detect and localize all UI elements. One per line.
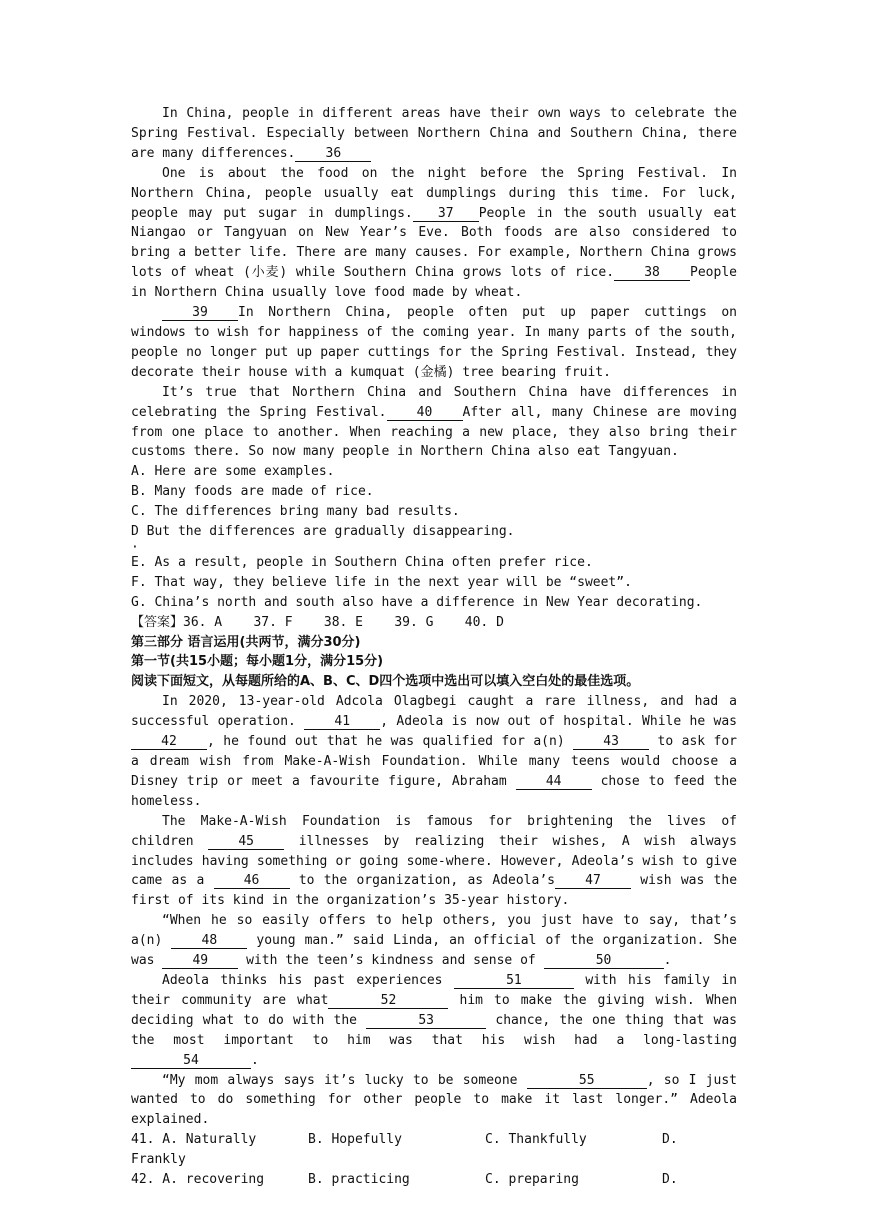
text: People in Northern China usually love food made by wheat.	[131, 265, 737, 301]
text: It’s true that Northern China and Southern China have differences in celebrating the Spring Festival.	[131, 384, 737, 420]
q41-option-a[interactable]: 41. A. Naturally	[131, 1132, 257, 1148]
blank-42[interactable]: 42	[131, 734, 207, 750]
blank-37[interactable]: 37	[413, 206, 479, 222]
text: with his family in their community are what	[131, 972, 737, 1008]
answer-key: 【答案】36. A 37. F 38. E 39. G 40. D	[131, 614, 504, 630]
text: illnesses by realizing their wishes, A wish always includes having something or going some-where. However, Adeola’s wish to give came as a	[131, 833, 738, 889]
blank-55[interactable]: 55	[527, 1073, 647, 1089]
passage2-paragraph-4	[131, 971, 737, 1071]
text: , Adeola is now out of hospital. While he was	[380, 714, 737, 730]
text: .	[251, 1052, 259, 1068]
q41-option-d[interactable]: D.	[662, 1132, 678, 1148]
blank-36[interactable]: 36	[295, 146, 371, 162]
passage2-paragraph-1	[131, 692, 737, 811]
text: , he found out that he was qualified for a(n)	[207, 734, 565, 750]
blank-38[interactable]: 38	[614, 265, 690, 281]
stray-dot: ·	[131, 539, 139, 555]
text: him to make the giving wish. When deciding what to do with the	[131, 992, 738, 1028]
blank-50[interactable]: 50	[544, 953, 664, 969]
option-g: G. China’s north and south also have a difference in New Year decorating.	[131, 594, 703, 610]
blank-46[interactable]: 46	[214, 873, 290, 889]
blank-48[interactable]: 48	[171, 933, 247, 949]
option-d: D But the differences are gradually disappearing.	[131, 524, 515, 540]
text: , so I just wanted to do something for other people to make it last longer.” Adeola explained.	[131, 1072, 738, 1128]
q41-option-d-text[interactable]: Frankly	[131, 1152, 186, 1168]
text: chance, the one thing that was the most important to him was that his wish had a long-lasting	[131, 1012, 738, 1048]
text: In 2020, 13-year-old Adcola Olagbegi caught a rare illness, and had a successful operation.	[131, 694, 737, 730]
q41-option-c[interactable]: C. Thankfully	[485, 1132, 587, 1148]
blank-53[interactable]: 53	[366, 1013, 486, 1029]
text: “My mom always says it’s lucky to be someone	[162, 1072, 518, 1088]
passage1-paragraph-1	[131, 104, 737, 164]
section-heading: 第三部分 语言运用(共两节，满分30分)	[131, 634, 361, 650]
q42-option-d[interactable]: D.	[662, 1172, 678, 1188]
blank-43[interactable]: 43	[573, 734, 649, 750]
text: One is about the food on the night before the Spring Festival. In Northern China, people usually eat dumplings during this time. For luck, people may put sugar in dumplings.	[131, 165, 737, 221]
option-e: E. As a result, people in Southern China often prefer rice.	[131, 554, 593, 570]
passage2-paragraph-2	[131, 812, 737, 912]
blank-54[interactable]: 54	[131, 1053, 251, 1069]
text: to ask for a dream wish from Make-A-Wish Foundation. While many teens would choose a Disney trip or meet a favourite figure, Abraham	[131, 734, 738, 789]
blank-41[interactable]: 41	[304, 714, 380, 730]
blank-44[interactable]: 44	[516, 774, 592, 790]
text: to the organization, as Adeola’s	[298, 873, 555, 889]
text: chose to feed the homeless.	[131, 773, 738, 809]
blank-39[interactable]: 39	[162, 305, 238, 321]
text: Adeola thinks his past experiences	[162, 972, 443, 988]
option-c: C. The differences bring many bad results.	[131, 504, 460, 520]
q41-option-b[interactable]: B. Hopefully	[308, 1132, 402, 1148]
text: In China, people in different areas have their own ways to celebrate the Spring Festival. Especially between Northern China and Southern China, there are many differences.	[131, 106, 737, 161]
question-41-options	[131, 1130, 737, 1150]
text: The Make-A-Wish Foundation is famous for brightening the lives of children	[131, 813, 737, 849]
text: wish was the first of its kind in the organization’s 35-year history.	[131, 873, 738, 909]
text: “When he so easily offers to help others, you just have to say, that’s a(n)	[131, 913, 737, 949]
instruction: 阅读下面短文，从每题所给的A、B、C、D四个选项中选出可以填入空白处的最佳选项。	[131, 674, 640, 690]
text: After all, many Chinese are moving from one place to another. When reaching a new place, they also bring their customs there. So now many people in Northern China also eat Tangyuan.	[131, 404, 738, 460]
text: with the teen’s kindness and sense of	[246, 953, 536, 969]
option-f: F. That way, they believe life in the next year will be “sweet”.	[131, 574, 632, 590]
blank-47[interactable]: 47	[555, 873, 631, 889]
text: People in the south usually eat Niangao or Tangyuan on New Year’s Eve. Both foods are also considered to bring a better life. There are many causes. For example, Northern China grows lots of wheat (小麦) while Southern China grows lots of rice.	[131, 205, 737, 281]
passage1-paragraph-3	[131, 303, 737, 383]
option-a: A. Here are some examples.	[131, 464, 335, 480]
passage1-paragraph-2	[131, 164, 737, 303]
document-page	[131, 104, 737, 1190]
option-b: B. Many foods are made of rice.	[131, 484, 374, 500]
text: In Northern China, people often put up paper cuttings on windows to wish for happiness of the coming year. In many parts of the south, people no longer put up paper cuttings for the Spring Festival. Instead, they decorate their house with a kumquat (金橘) tree bearing fruit.	[131, 305, 737, 380]
passage2-paragraph-3	[131, 911, 737, 971]
text: .	[663, 953, 672, 969]
question-42-options	[131, 1170, 737, 1190]
blank-51[interactable]: 51	[454, 973, 574, 989]
options-list	[131, 462, 737, 612]
q42-option-b[interactable]: B. practicing	[308, 1172, 410, 1188]
blank-49[interactable]: 49	[162, 953, 238, 969]
subsection-heading: 第一节(共15小题；每小题1分，满分15分)	[131, 654, 384, 670]
text: young man.” said Linda, an official of the organization. She was	[131, 933, 737, 969]
passage2-paragraph-5	[131, 1071, 737, 1131]
q42-option-c[interactable]: C. preparing	[485, 1172, 579, 1188]
blank-45[interactable]: 45	[208, 834, 284, 850]
q42-option-a[interactable]: 42. A. recovering	[131, 1172, 265, 1188]
passage1-paragraph-4	[131, 383, 737, 463]
blank-52[interactable]: 52	[328, 993, 448, 1009]
blank-40[interactable]: 40	[387, 405, 463, 421]
